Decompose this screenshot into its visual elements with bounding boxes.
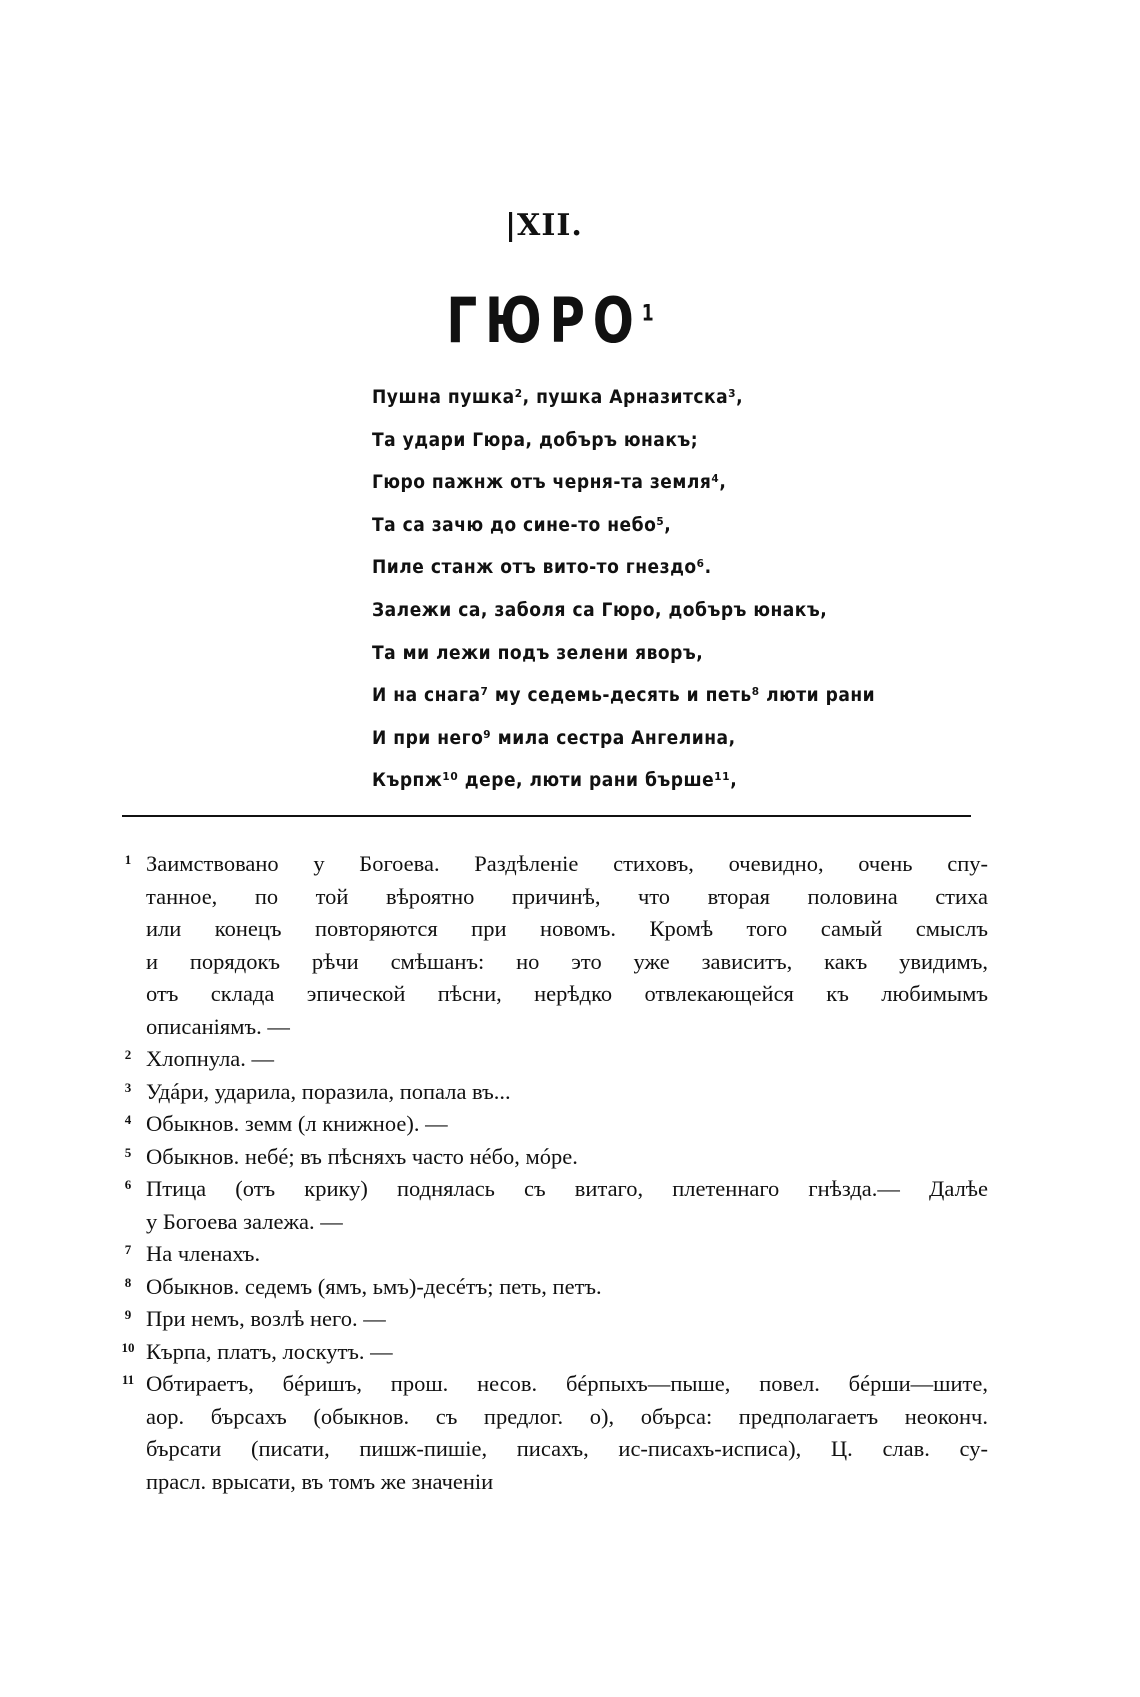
title-footnote-mark: 1 (641, 301, 654, 327)
section-number: |XII. (505, 208, 583, 243)
footnote-line: На членахъ. (146, 1241, 261, 1266)
footnote-line: или конецъ повторяются при новомъ. Кромѣ того самый смыслъ (146, 916, 988, 941)
footnote-line: Обыкнов. небé; въ пѣсняхъ часто нéбо, мóре. (146, 1143, 578, 1169)
footnote-line: Птица (отъ крику) поднялась съ витаго, плетеннаго гнѣзда.— Далѣе (146, 1176, 988, 1201)
verse-line: И при него⁹ мила сестра Ангелина, (372, 726, 736, 749)
footnote-line: бърсати (писати, пишж-пишіе, писахъ, ис-писахъ-исписа), Ц. слав. су- (146, 1436, 988, 1461)
footnote-line: описаніямъ. — (146, 1013, 290, 1039)
poem-title-text: ГЮРО (446, 284, 642, 357)
footnote-number: 2 (124, 1047, 132, 1062)
footnote (118, 1141, 988, 1174)
footnote-line: у Богоева залежа. — (146, 1208, 343, 1234)
verse-line: Пушна пушка², пушка Арназитска³, (372, 386, 744, 408)
footnote-number: 4 (124, 1112, 132, 1127)
footnote (118, 1043, 988, 1076)
footnote (118, 1238, 988, 1271)
poem-body (372, 388, 932, 814)
footnote (118, 1271, 988, 1304)
footnote-number: 11 (121, 1372, 135, 1387)
footnote-line: Обтираетъ, бéришъ, прош. несов. бéрпыхъ—пыше, повел. бéрши—шите, (146, 1371, 988, 1396)
footnote-number: 10 (121, 1339, 135, 1355)
footnote (118, 1336, 988, 1369)
footnote-number: 3 (124, 1079, 132, 1095)
footnote-number: 9 (124, 1307, 132, 1322)
footnote-line: и порядокъ рѣчи смѣшанъ: но это уже зависитъ, какъ увидимъ, (146, 948, 988, 974)
footnote (118, 1173, 988, 1238)
footnote-number: 8 (124, 1274, 132, 1290)
verse-line: Залежи са, заболя са Гюро, добъръ юнакъ, (372, 598, 828, 621)
verse-line: Кърпж¹⁰ дере, люти рани бърше¹¹, (372, 769, 738, 792)
poem-title (105, 284, 994, 357)
verse-line: Гюро пажнж отъ черня-та земля⁴, (372, 471, 727, 494)
footnote-line: Хлопнула. — (146, 1046, 275, 1071)
footnote-line: Удáри, ударила, поразила, попала въ... (146, 1078, 511, 1104)
verse-line: Та ми лежи подъ зелени яворъ, (372, 641, 704, 664)
footnote-line: Заимствовано у Богоева. Раздѣленіе стиховъ, очевидно, очень спу- (146, 851, 988, 876)
footnote-line: танное, по той вѣроятно причинѣ, что вторая половина стиха (146, 883, 988, 909)
footnote-number: 6 (124, 1177, 132, 1192)
footnote-line: прасл. врысати, въ томъ же значеніи (146, 1468, 494, 1494)
footnote-number: 7 (124, 1242, 132, 1257)
footnotes (118, 848, 988, 1498)
verse-line: И на снага⁷ му седемь-десять и петь⁸ люти рани (372, 684, 876, 707)
verse-line: Та удари Гюра, добъръ юнакъ; (372, 428, 699, 451)
footnote (118, 1303, 988, 1336)
footnote (118, 1076, 988, 1109)
footnote-number: 1 (124, 852, 132, 867)
footnote-line: Обыкнов. земм (л книжное). — (146, 1111, 448, 1136)
verse-line: Пиле станж отъ вито-то гнездо⁶. (372, 556, 712, 579)
footnote (118, 1368, 988, 1498)
footnote-line: Кърпа, платъ, лоскутъ. — (146, 1338, 393, 1364)
footnote (118, 1108, 988, 1141)
verse-line: Та са зачю до сине-то небо⁵, (372, 513, 672, 536)
footnote-number: 5 (124, 1144, 132, 1160)
footnote-line: Обыкнов. седемъ (ямъ, ьмъ)-десéтъ; петь, петъ. (146, 1273, 602, 1299)
footnote-line: При немъ, возлѣ него. — (146, 1306, 386, 1331)
footnote-line: отъ склада эпической пѣсни, нерѣдко отвлекающейся къ любимымъ (146, 981, 988, 1006)
footnote (118, 848, 988, 1043)
footnote-line: аор. бърсахъ (обыкнов. съ предлог. о), обърса: предполагаетъ неоконч. (146, 1403, 988, 1429)
footnote-divider (122, 815, 971, 817)
